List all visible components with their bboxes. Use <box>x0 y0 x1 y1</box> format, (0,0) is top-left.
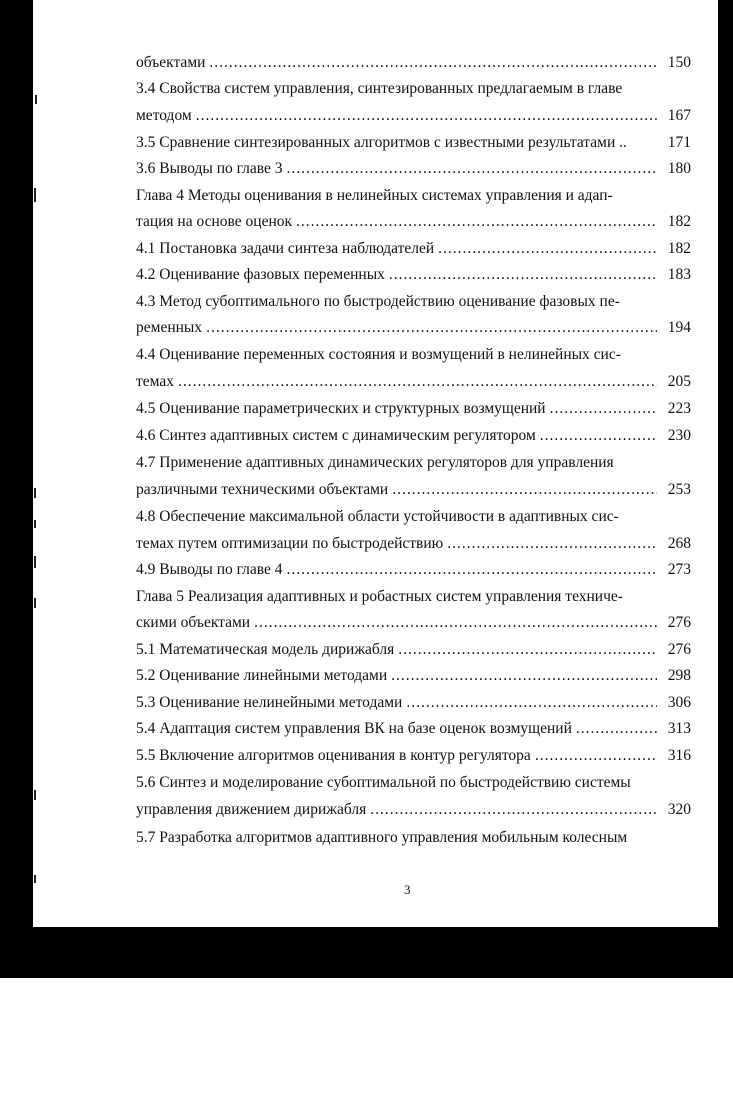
toc-entry: 5.6 Синтез и моделирование субоптимальной по быстродействию системы <box>136 774 631 791</box>
toc-page-number: 268 <box>667 535 691 552</box>
toc-entry: 4.8 Обеспечение максимальной области устойчивости в адаптивных сис- <box>136 508 619 525</box>
toc-page-number: 298 <box>667 667 691 684</box>
toc-dot-leader <box>576 716 657 742</box>
toc-entry <box>136 743 691 769</box>
toc-page-number: 273 <box>667 561 691 578</box>
toc-entry: 4.3 Метод субоптимального по быстродействию оценивание фазовых пе- <box>136 293 620 310</box>
toc-entry <box>136 156 691 182</box>
toc-entry <box>136 610 691 636</box>
toc-page-number: 320 <box>667 801 691 818</box>
toc-entry <box>136 797 691 823</box>
toc-page-number: 194 <box>667 319 691 336</box>
toc-entry-title: 4.1 Постановка задачи синтеза наблюдателей <box>136 240 435 257</box>
toc-entry-title: объектами <box>136 54 206 71</box>
toc-entry <box>136 423 691 449</box>
toc-entry <box>136 690 691 716</box>
scan-border-bottom <box>0 927 733 978</box>
toc-page-number: 276 <box>667 614 691 631</box>
document-page <box>33 0 718 927</box>
toc-entry <box>136 396 691 422</box>
scan-speck <box>35 95 37 104</box>
page-number: 3 <box>404 882 411 897</box>
toc-page-number: 171 <box>667 134 691 151</box>
toc-dot-leader <box>287 156 657 182</box>
toc-entry: Глава 5 Реализация адаптивных и робастных систем управления техниче- <box>136 588 623 605</box>
scan-speck <box>34 790 36 800</box>
toc-entry-title: тация на основе оценок <box>136 213 293 230</box>
scan-border-right <box>718 0 733 978</box>
toc-entry: 4.4 Оценивание переменных состояния и возмущений в нелинейных сис- <box>136 346 621 363</box>
toc-entry-title: темах путем оптимизации по быстродействию <box>136 535 444 552</box>
toc-entry-title: 4.9 Выводы по главе 4 <box>136 561 283 578</box>
toc-entry-title: 5.4 Адаптация систем управления ВК на базе оценок возмущений <box>136 720 572 737</box>
toc-dot-leader <box>540 423 657 449</box>
toc-entry <box>136 209 691 235</box>
toc-entry: Глава 4 Методы оценивания в нелинейных системах управления и адап- <box>136 187 613 204</box>
toc-entry <box>136 557 691 583</box>
scan-border-left <box>0 0 33 978</box>
toc-entry <box>136 369 691 395</box>
toc-entry <box>136 716 691 742</box>
toc-page-number: 230 <box>667 427 691 444</box>
toc-entry <box>136 315 691 341</box>
toc-entry-title: методом <box>136 107 192 124</box>
toc-page-number: 306 <box>667 694 691 711</box>
toc-page-number: 205 <box>667 373 691 390</box>
toc-page-number: 183 <box>667 266 691 283</box>
toc-entry-title: 4.5 Оценивание параметрических и структурных возмущений <box>136 400 546 417</box>
toc-page-number: 182 <box>667 213 691 230</box>
toc-dot-leader <box>296 209 657 235</box>
toc-entry-title: 4.6 Синтез адаптивных систем с динамическим регулятором <box>136 427 536 444</box>
scan-speck <box>34 598 36 608</box>
toc-dot-leader <box>370 797 657 823</box>
scan-speck <box>34 556 36 568</box>
toc-entry <box>136 531 691 557</box>
toc-entry <box>136 103 691 129</box>
toc-dot-leader <box>206 315 657 341</box>
toc-entry <box>136 262 691 288</box>
toc-page-number: 180 <box>667 160 691 177</box>
toc-entry: 5.7 Разработка алгоритмов адаптивного управления мобильным колесным <box>136 829 628 846</box>
toc-dot-leader <box>392 477 657 503</box>
toc-entry <box>136 637 691 663</box>
toc-dot-leader <box>550 396 657 422</box>
toc-dot-leader <box>178 369 657 395</box>
toc-entry-title: 4.2 Оценивание фазовых переменных <box>136 266 385 283</box>
toc-dot-leader <box>406 690 657 716</box>
toc-entry-title: 5.3 Оценивание нелинейными методами <box>136 694 403 711</box>
toc-entry-title: темах <box>136 373 174 390</box>
toc-page-number: 223 <box>667 400 691 417</box>
toc-entry-title: 5.5 Включение алгоритмов оценивания в контур регулятора <box>136 747 531 764</box>
toc-entry <box>136 130 691 156</box>
toc-entry <box>136 50 691 76</box>
scan-speck <box>34 520 36 528</box>
toc-dot-leader <box>391 663 657 689</box>
toc-dot-leader <box>209 50 657 76</box>
toc-dot-leader <box>447 531 657 557</box>
toc-page-number: 253 <box>667 481 691 498</box>
scan-speck <box>34 875 36 883</box>
toc-entry-title: скими объектами <box>136 614 251 631</box>
toc-page-number: 150 <box>667 54 691 71</box>
toc-dot-leader <box>389 262 657 288</box>
toc-dot-leader <box>535 743 657 769</box>
toc-entry-title: 5.1 Математическая модель дирижабля <box>136 641 395 658</box>
toc-entry-title: 3.5 Сравнение синтезированных алгоритмов с известными результатами .. <box>136 134 627 151</box>
toc-dot-leader <box>254 610 657 636</box>
toc-dot-leader <box>438 236 657 262</box>
toc-entry: 3.4 Свойства систем управления, синтезированных предлагаемым в главе <box>136 80 623 97</box>
toc-page-number: 276 <box>667 641 691 658</box>
toc-entry-title: управления движением дирижабля <box>136 801 367 818</box>
toc-page-number: 316 <box>667 747 691 764</box>
toc-entry-title: различными техническими объектами <box>136 481 389 498</box>
toc-entry <box>136 236 691 262</box>
toc-dot-leader <box>287 557 657 583</box>
toc-entry: 4.7 Применение адаптивных динамических регуляторов для управления <box>136 454 614 471</box>
toc-page-number: 167 <box>667 107 691 124</box>
toc-entry-title: ременных <box>136 319 203 336</box>
toc-entry-title: 5.2 Оценивание линейными методами <box>136 667 388 684</box>
toc-entry <box>136 663 691 689</box>
toc-page-number: 313 <box>667 720 691 737</box>
toc-entry-title: 3.6 Выводы по главе 3 <box>136 160 283 177</box>
toc-page-number: 182 <box>667 240 691 257</box>
scan-speck <box>34 188 36 202</box>
scan-speck <box>34 488 36 498</box>
toc-dot-leader <box>196 103 657 129</box>
toc-dot-leader <box>398 637 657 663</box>
toc-entry <box>136 477 691 503</box>
